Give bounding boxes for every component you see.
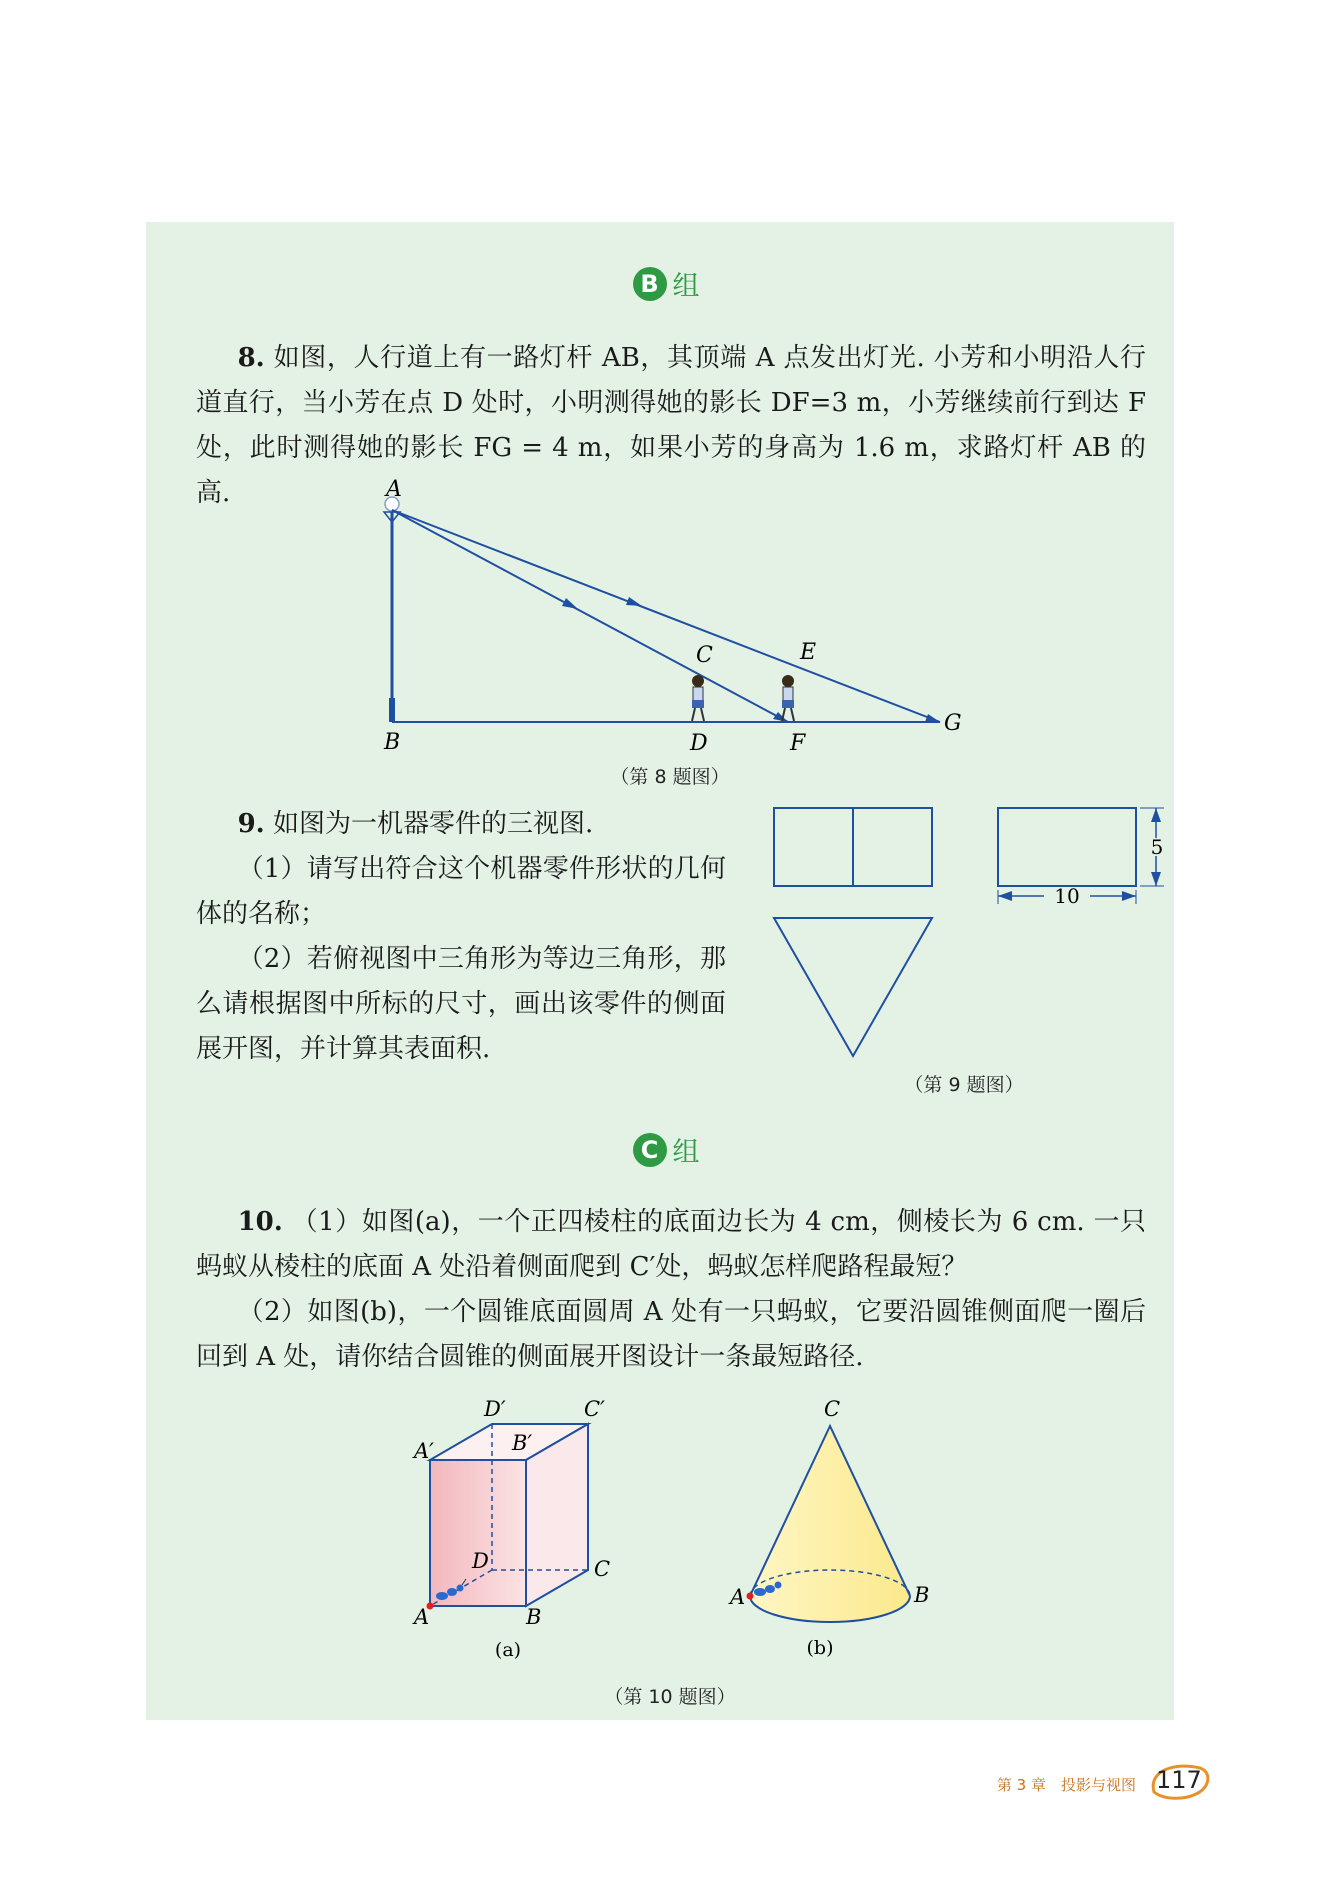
figure-10a-prism [400, 1392, 640, 1662]
width-label: 10 [1054, 884, 1080, 908]
ray-arrow-1 [562, 598, 578, 609]
ray-arrow-2 [626, 597, 642, 606]
cone-surface [750, 1426, 910, 1622]
label-a: A [414, 1605, 430, 1629]
height-dim-arrow-bottom [1151, 872, 1161, 886]
question-10-part-1: （1）如图(a)，一个正四棱柱的底面边长为 4 cm，侧棱长为 6 cm. 一只蚂蚁从棱柱的底面 A 处沿着侧面爬到 C′处，蚂蚁怎样爬路程最短？ [196, 1207, 1146, 1282]
figure-8 [340, 470, 980, 760]
prism-front-face [430, 1460, 526, 1606]
label-a-prime: A′ [414, 1439, 434, 1463]
figure-10-caption: （第 10 题图） [604, 1686, 736, 1708]
subcaption-a: (a) [494, 1639, 522, 1661]
height-label: 5 [1150, 835, 1164, 859]
question-8-text: 如图，人行道上有一路灯杆 AB，其顶端 A 点发出灯光. 小芳和小明沿人行道直行，当小芳在点 D 处时，小明测得她的影长 DF=3 m，小芳继续前行到达 F 处，此时测得她的影长 FG = 4 m，如果小芳的身高为 1.6 m，求路灯杆 AB 的高. [196, 343, 1146, 508]
group-c-title [0, 1130, 1332, 1169]
point-a-marker [747, 1593, 754, 1600]
label-b: B [526, 1605, 542, 1629]
figure-10b-cone [720, 1396, 940, 1660]
label-d: D [472, 1549, 489, 1573]
label-d-prime: D′ [484, 1397, 506, 1421]
group-c-label: 组 [672, 1137, 700, 1168]
page-number-badge [1146, 1762, 1212, 1800]
figure-9 [760, 796, 1180, 1066]
label-b: B [384, 730, 401, 755]
question-9-part-2: （2）若俯视图中三角形为等边三角形，那么请根据图中所标的尺寸，画出该零件的侧面展开图，并计算其表面积. [196, 944, 726, 1064]
subcaption-b: (b) [806, 1637, 834, 1659]
label-g: G [944, 711, 962, 736]
page-number: 117 [1156, 1766, 1202, 1794]
light-ray-to-f [392, 510, 788, 722]
question-9-number: 9. [237, 809, 265, 839]
label-c-prime: C′ [584, 1397, 605, 1421]
label-d: D [690, 731, 708, 756]
group-b-badge: B [633, 267, 667, 301]
ray-arrow-3 [773, 712, 788, 722]
cone-label-c: C [824, 1397, 841, 1421]
cone-label-a: A [730, 1585, 746, 1609]
girl-figure-f [782, 675, 794, 721]
group-b-label: 组 [672, 271, 700, 302]
ray-arrow-4 [925, 714, 940, 722]
label-c: C [696, 643, 713, 668]
question-9-intro: 如图为一机器零件的三视图. [264, 809, 594, 839]
cone-label-b: B [914, 1583, 930, 1607]
question-10 [196, 1200, 1146, 1380]
question-9 [196, 802, 726, 1072]
girl-figure-d [692, 675, 704, 721]
label-e: E [800, 640, 817, 665]
figure-8-caption: （第 8 题图） [610, 766, 730, 788]
group-b-title [0, 264, 1332, 303]
pole-base [389, 698, 395, 722]
question-10-part-2: （2）如图(b)，一个圆锥底面圆周 A 处有一只蚂蚁，它要沿圆锥侧面爬一圈后回到 A 处，请你结合圆锥的侧面展开图设计一条最短路径. [196, 1297, 1146, 1372]
group-c-badge: C [633, 1133, 667, 1167]
question-10-number: 10. [237, 1207, 283, 1237]
chapter-footer: 第 3 章 投影与视图 [996, 1776, 1136, 1794]
width-dim-arrow-left [998, 891, 1012, 901]
figure-9-caption: （第 9 题图） [904, 1074, 1024, 1096]
question-9-part-1: （1）请写出符合这个机器零件形状的几何体的名称； [196, 854, 726, 929]
label-f: F [790, 731, 806, 756]
light-ray-to-g [392, 510, 940, 722]
label-a: A [386, 477, 402, 502]
question-8-number: 8. [237, 343, 265, 373]
label-c: C [594, 1557, 611, 1581]
height-dim-arrow-top [1151, 808, 1161, 822]
width-dim-arrow-right [1122, 891, 1136, 901]
side-view [998, 808, 1136, 886]
top-view-triangle [774, 918, 932, 1056]
label-b-prime: B′ [512, 1431, 533, 1455]
